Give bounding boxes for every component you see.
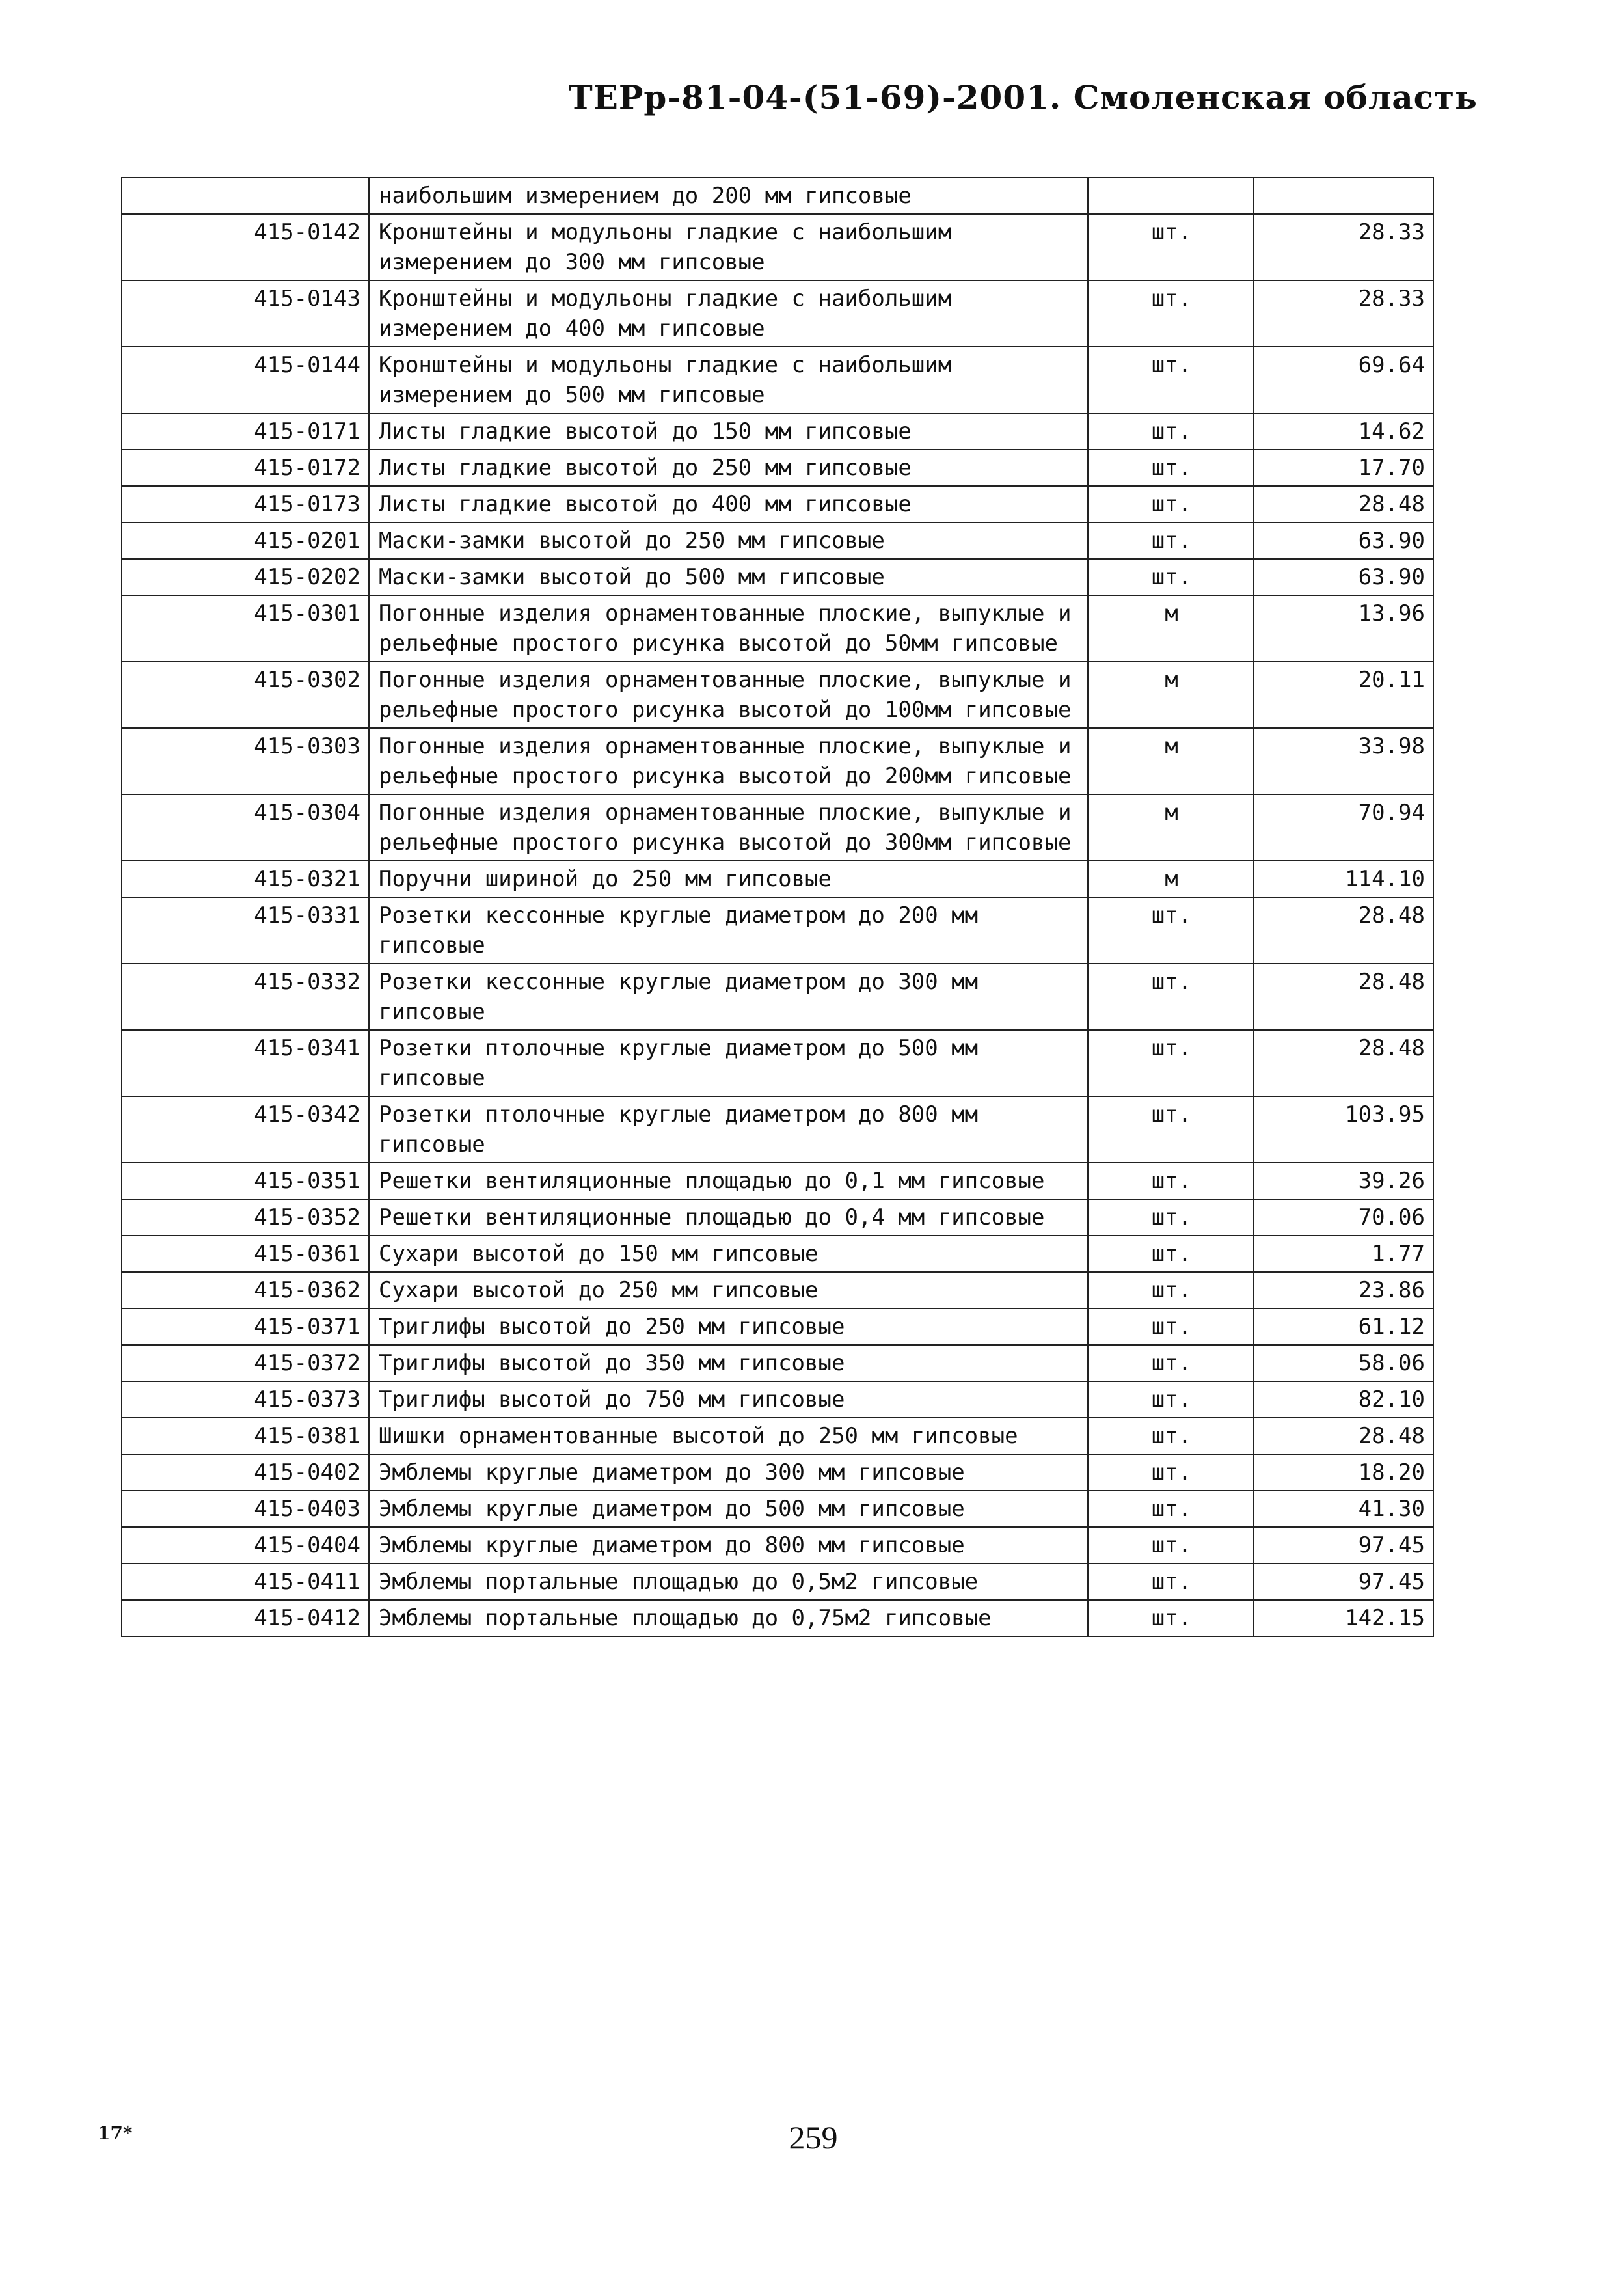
row-unit: шт.	[1088, 1272, 1254, 1308]
row-name: Листы гладкие высотой до 150 мм гипсовые	[369, 413, 1088, 450]
row-unit: шт.	[1088, 486, 1254, 522]
row-name: Эмблемы круглые диаметром до 800 мм гипсовые	[369, 1527, 1088, 1564]
row-price: 1.77	[1254, 1236, 1433, 1272]
row-unit: шт.	[1088, 1236, 1254, 1272]
row-code: 415-0321	[122, 861, 369, 897]
row-name: Розетки птолочные круглые диаметром до 800 мм гипсовые	[369, 1096, 1088, 1163]
row-price: 41.30	[1254, 1491, 1433, 1527]
table-row	[122, 1418, 1433, 1454]
table-row	[122, 1564, 1433, 1600]
table-row	[122, 861, 1433, 897]
row-name: Маски-замки высотой до 250 мм гипсовые	[369, 522, 1088, 559]
row-unit: шт.	[1088, 522, 1254, 559]
row-code: 415-0304	[122, 794, 369, 861]
row-name: Листы гладкие высотой до 250 мм гипсовые	[369, 450, 1088, 486]
row-unit: шт.	[1088, 1381, 1254, 1418]
row-price: 18.20	[1254, 1454, 1433, 1491]
table-row	[122, 964, 1433, 1030]
row-code: 415-0371	[122, 1308, 369, 1345]
table-row	[122, 1163, 1433, 1199]
row-price: 28.48	[1254, 1030, 1433, 1096]
row-price: 28.33	[1254, 214, 1433, 280]
table-row	[122, 559, 1433, 595]
page-number: 259	[789, 2119, 838, 2156]
table-row	[122, 522, 1433, 559]
row-name: Триглифы высотой до 350 мм гипсовые	[369, 1345, 1088, 1381]
table-row	[122, 1381, 1433, 1418]
row-name: Розетки птолочные круглые диаметром до 500 мм гипсовые	[369, 1030, 1088, 1096]
row-name: Маски-замки высотой до 500 мм гипсовые	[369, 559, 1088, 595]
row-name: Решетки вентиляционные площадью до 0,4 мм гипсовые	[369, 1199, 1088, 1236]
table-row	[122, 347, 1433, 413]
row-code: 415-0372	[122, 1345, 369, 1381]
table-row	[122, 662, 1433, 728]
row-price: 70.06	[1254, 1199, 1433, 1236]
table-row	[122, 1345, 1433, 1381]
row-price: 23.86	[1254, 1272, 1433, 1308]
row-code: 415-0351	[122, 1163, 369, 1199]
row-price: 28.48	[1254, 964, 1433, 1030]
table-row	[122, 214, 1433, 280]
table-row	[122, 1272, 1433, 1308]
row-unit: шт.	[1088, 1564, 1254, 1600]
table-row-continuation	[122, 178, 1433, 214]
row-code: 415-0342	[122, 1096, 369, 1163]
row-code	[122, 178, 369, 214]
row-code: 415-0361	[122, 1236, 369, 1272]
row-unit: м	[1088, 728, 1254, 794]
row-price: 13.96	[1254, 595, 1433, 662]
row-price: 61.12	[1254, 1308, 1433, 1345]
table-row	[122, 1527, 1433, 1564]
row-price: 63.90	[1254, 522, 1433, 559]
row-name: Погонные изделия орнаментованные плоские, выпуклые и рельефные простого рисунка высотой до 100мм гипсовые	[369, 662, 1088, 728]
row-unit: шт.	[1088, 280, 1254, 347]
row-price: 58.06	[1254, 1345, 1433, 1381]
table-row	[122, 897, 1433, 964]
row-name: Погонные изделия орнаментованные плоские, выпуклые и рельефные простого рисунка высотой до 300мм гипсовые	[369, 794, 1088, 861]
row-name: Эмблемы круглые диаметром до 300 мм гипсовые	[369, 1454, 1088, 1491]
row-price: 20.11	[1254, 662, 1433, 728]
table-row	[122, 486, 1433, 522]
row-code: 415-0301	[122, 595, 369, 662]
row-name: Розетки кессонные круглые диаметром до 300 мм гипсовые	[369, 964, 1088, 1030]
row-code: 415-0201	[122, 522, 369, 559]
row-code: 415-0352	[122, 1199, 369, 1236]
row-code: 415-0403	[122, 1491, 369, 1527]
row-price: 63.90	[1254, 559, 1433, 595]
row-name: Листы гладкие высотой до 400 мм гипсовые	[369, 486, 1088, 522]
row-unit: шт.	[1088, 214, 1254, 280]
price-table	[121, 177, 1434, 1637]
row-unit: шт.	[1088, 1030, 1254, 1096]
row-price: 28.33	[1254, 280, 1433, 347]
row-name: Кронштейны и модульоны гладкие с наибольшим измерением до 400 мм гипсовые	[369, 280, 1088, 347]
signature-mark: 17*	[98, 2122, 133, 2144]
row-name: Кронштейны и модульоны гладкие с наибольшим измерением до 500 мм гипсовые	[369, 347, 1088, 413]
row-name: Кронштейны и модульоны гладкие с наибольшим измерением до 300 мм гипсовые	[369, 214, 1088, 280]
row-unit: шт.	[1088, 1163, 1254, 1199]
row-name: Поручни шириной до 250 мм гипсовые	[369, 861, 1088, 897]
row-code: 415-0202	[122, 559, 369, 595]
row-name: Триглифы высотой до 750 мм гипсовые	[369, 1381, 1088, 1418]
row-name: Погонные изделия орнаментованные плоские, выпуклые и рельефные простого рисунка высотой до 200мм гипсовые	[369, 728, 1088, 794]
row-price: 33.98	[1254, 728, 1433, 794]
row-name: Решетки вентиляционные площадью до 0,1 мм гипсовые	[369, 1163, 1088, 1199]
row-name: Эмблемы круглые диаметром до 500 мм гипсовые	[369, 1491, 1088, 1527]
row-unit: шт.	[1088, 1308, 1254, 1345]
row-unit: шт.	[1088, 897, 1254, 964]
row-unit: м	[1088, 595, 1254, 662]
row-unit: м	[1088, 861, 1254, 897]
row-unit: шт.	[1088, 1096, 1254, 1163]
row-unit: шт.	[1088, 1491, 1254, 1527]
table-row	[122, 450, 1433, 486]
row-unit: шт.	[1088, 964, 1254, 1030]
table-row	[122, 595, 1433, 662]
row-code: 415-0332	[122, 964, 369, 1030]
row-unit: шт.	[1088, 559, 1254, 595]
row-price	[1254, 178, 1433, 214]
row-name: Погонные изделия орнаментованные плоские, выпуклые и рельефные простого рисунка высотой до 50мм гипсовые	[369, 595, 1088, 662]
row-price: 17.70	[1254, 450, 1433, 486]
row-price: 14.62	[1254, 413, 1433, 450]
row-code: 415-0381	[122, 1418, 369, 1454]
row-name: Сухари высотой до 150 мм гипсовые	[369, 1236, 1088, 1272]
row-unit: шт.	[1088, 1345, 1254, 1381]
row-code: 415-0173	[122, 486, 369, 522]
row-unit: шт.	[1088, 413, 1254, 450]
row-code: 415-0142	[122, 214, 369, 280]
price-table-body	[122, 178, 1433, 1636]
row-unit: шт.	[1088, 1418, 1254, 1454]
table-row	[122, 280, 1433, 347]
row-code: 415-0341	[122, 1030, 369, 1096]
table-row	[122, 1030, 1433, 1096]
row-code: 415-0302	[122, 662, 369, 728]
row-price: 28.48	[1254, 897, 1433, 964]
row-code: 415-0171	[122, 413, 369, 450]
row-price: 39.26	[1254, 1163, 1433, 1199]
row-unit	[1088, 178, 1254, 214]
row-code: 415-0404	[122, 1527, 369, 1564]
row-price: 70.94	[1254, 794, 1433, 861]
row-name: Эмблемы портальные площадью до 0,75м2 гипсовые	[369, 1600, 1088, 1636]
table-row	[122, 728, 1433, 794]
row-code: 415-0373	[122, 1381, 369, 1418]
page-header-title: ТЕРр-81-04-(51-69)-2001. Смоленская область	[568, 78, 1478, 116]
row-code: 415-0144	[122, 347, 369, 413]
table-row	[122, 1199, 1433, 1236]
row-price: 142.15	[1254, 1600, 1433, 1636]
row-unit: шт.	[1088, 450, 1254, 486]
table-row	[122, 1308, 1433, 1345]
row-unit: шт.	[1088, 347, 1254, 413]
row-price: 69.64	[1254, 347, 1433, 413]
table-row	[122, 1600, 1433, 1636]
row-code: 415-0402	[122, 1454, 369, 1491]
row-price: 82.10	[1254, 1381, 1433, 1418]
row-name: Эмблемы портальные площадью до 0,5м2 гипсовые	[369, 1564, 1088, 1600]
row-unit: шт.	[1088, 1199, 1254, 1236]
row-price: 114.10	[1254, 861, 1433, 897]
row-price: 97.45	[1254, 1564, 1433, 1600]
row-code: 415-0143	[122, 280, 369, 347]
row-name: наибольшим измерением до 200 мм гипсовые	[369, 178, 1088, 214]
row-price: 97.45	[1254, 1527, 1433, 1564]
row-code: 415-0362	[122, 1272, 369, 1308]
row-unit: м	[1088, 662, 1254, 728]
row-unit: шт.	[1088, 1454, 1254, 1491]
table-row	[122, 1096, 1433, 1163]
row-price: 28.48	[1254, 1418, 1433, 1454]
row-code: 415-0172	[122, 450, 369, 486]
row-name: Триглифы высотой до 250 мм гипсовые	[369, 1308, 1088, 1345]
row-code: 415-0331	[122, 897, 369, 964]
row-unit: шт.	[1088, 1600, 1254, 1636]
row-code: 415-0411	[122, 1564, 369, 1600]
row-code: 415-0303	[122, 728, 369, 794]
table-row	[122, 1491, 1433, 1527]
table-row	[122, 794, 1433, 861]
row-name: Сухари высотой до 250 мм гипсовые	[369, 1272, 1088, 1308]
row-price: 103.95	[1254, 1096, 1433, 1163]
row-unit: м	[1088, 794, 1254, 861]
row-code: 415-0412	[122, 1600, 369, 1636]
table-row	[122, 1454, 1433, 1491]
row-name: Розетки кессонные круглые диаметром до 200 мм гипсовые	[369, 897, 1088, 964]
table-row	[122, 413, 1433, 450]
row-price: 28.48	[1254, 486, 1433, 522]
row-unit: шт.	[1088, 1527, 1254, 1564]
row-name: Шишки орнаментованные высотой до 250 мм гипсовые	[369, 1418, 1088, 1454]
table-row	[122, 1236, 1433, 1272]
